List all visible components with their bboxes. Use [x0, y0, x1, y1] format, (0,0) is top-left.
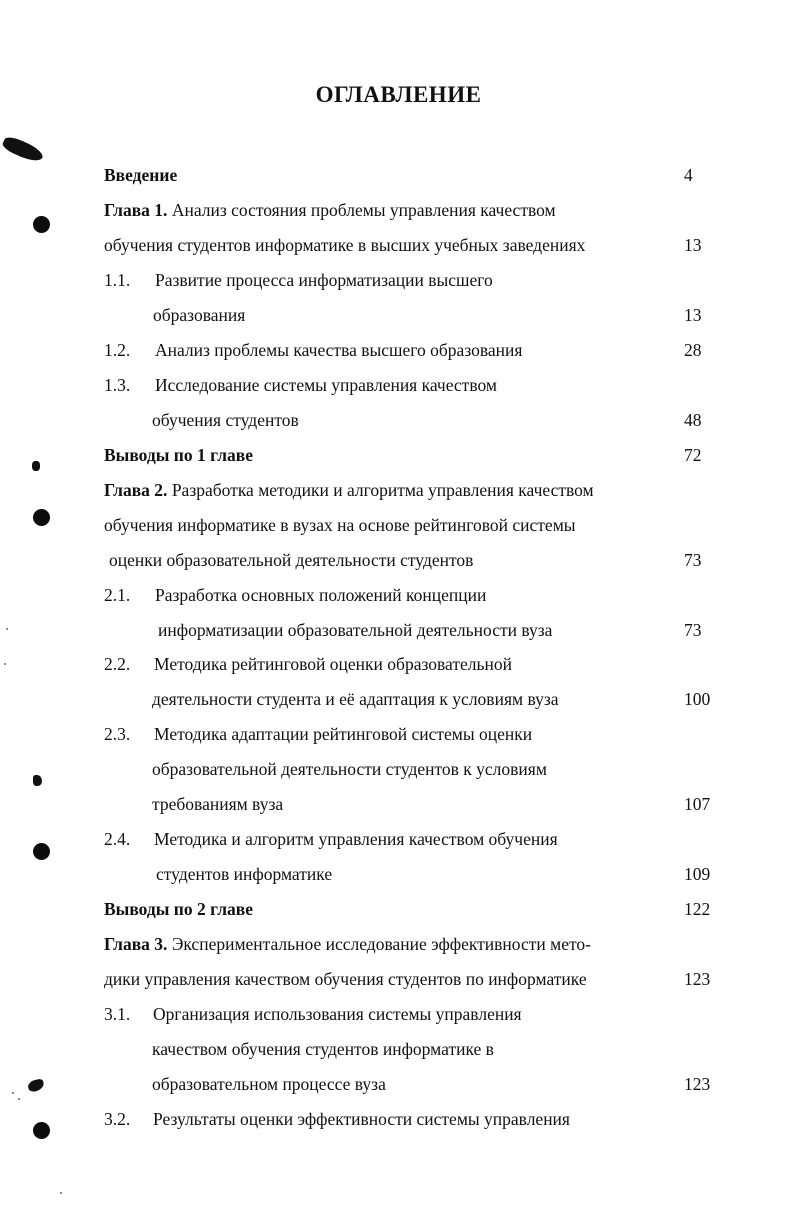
toc-entry-2-3 — [0, 719, 797, 749]
scan-blot — [33, 775, 42, 786]
toc-page: 107 — [684, 794, 711, 814]
toc-entry-1-3 — [0, 370, 797, 400]
toc-title-cont: требованиям вуза — [152, 794, 284, 814]
toc-entry-2-3-cont — [0, 754, 797, 784]
toc-title: Методика рейтинговой оценки образовательной — [154, 654, 512, 674]
toc-page: 48 — [684, 410, 702, 430]
toc-entry-2-4-cont — [0, 859, 797, 889]
toc-entry-chapter-1 — [0, 195, 797, 225]
toc-entry-2-1-cont — [0, 615, 797, 645]
toc-entry-1-3-cont — [0, 405, 797, 435]
toc-chapter-label: Глава 1. — [104, 200, 168, 220]
toc-title: Результаты оценки эффективности системы управления — [153, 1109, 570, 1129]
toc-title-cont: обучения студентов информатике в высших учебных заведениях — [104, 235, 586, 255]
scan-speck — [18, 1098, 20, 1100]
toc-title-cont: информатизации образовательной деятельности вуза — [158, 620, 553, 640]
toc-chapter-label: Глава 2. — [104, 480, 168, 500]
punch-hole — [33, 843, 50, 860]
toc-title: Исследование системы управления качеством — [155, 375, 497, 395]
toc-label: Выводы по 1 главе — [104, 445, 253, 465]
toc-page: 123 — [684, 969, 711, 989]
toc-entry-3-1-cont — [0, 1034, 797, 1064]
toc-title-cont: деятельности студента и её адаптация к условиям вуза — [152, 689, 559, 709]
toc-number: 3.1. — [104, 1004, 131, 1024]
toc-page: 100 — [684, 689, 711, 709]
toc-title-cont: образования — [153, 305, 246, 325]
toc-entry-2-2 — [0, 649, 797, 679]
toc-page: 13 — [684, 235, 702, 255]
toc-entry-conclusions-2 — [0, 894, 797, 924]
toc-entry-1-1 — [0, 265, 797, 295]
toc-page: 109 — [684, 864, 711, 884]
toc-page: 72 — [684, 445, 702, 465]
toc-number: 2.2. — [104, 654, 131, 674]
toc-number: 2.4. — [104, 829, 131, 849]
toc-entry-3-1 — [0, 999, 797, 1029]
toc-entry-chapter-3 — [0, 929, 797, 959]
toc-entry-chapter-2 — [0, 475, 797, 505]
toc-entry-2-4 — [0, 824, 797, 854]
toc-title-cont: обучения информатике в вузах на основе рейтинговой системы — [104, 515, 576, 535]
toc-page: 4 — [684, 165, 693, 185]
punch-hole — [33, 1122, 50, 1139]
toc-page: 13 — [684, 305, 702, 325]
toc-title: Организация использования системы управления — [153, 1004, 522, 1024]
toc-label: Введение — [104, 165, 178, 185]
toc-title: Методика адаптации рейтинговой системы оценки — [154, 724, 533, 744]
punch-hole — [33, 216, 50, 233]
toc-entry-1-2 — [0, 335, 797, 365]
toc-entry-2-1 — [0, 580, 797, 610]
toc-title-cont: образовательном процессе вуза — [152, 1074, 386, 1094]
toc-number: 3.2. — [104, 1109, 131, 1129]
toc-entry-2-3-cont2 — [0, 789, 797, 819]
toc-number: 2.3. — [104, 724, 131, 744]
toc-entry-3-1-cont2 — [0, 1069, 797, 1099]
punch-hole — [33, 509, 50, 526]
toc-title: Методика и алгоритм управления качеством обучения — [154, 829, 558, 849]
toc-chapter-label: Глава 3. — [104, 934, 168, 954]
toc-entry-chapter-2-cont2 — [0, 545, 797, 575]
toc-page: 122 — [684, 899, 711, 919]
toc-entry-2-2-cont — [0, 684, 797, 714]
toc-title: Разработка основных положений концепции — [155, 585, 487, 605]
scan-speck — [6, 628, 8, 630]
toc-title-cont: качеством обучения студентов информатике в — [152, 1039, 494, 1059]
toc-title: Экспериментальное исследование эффективности мето- — [171, 934, 591, 954]
toc-number: 1.1. — [104, 270, 131, 290]
toc-entry-3-2 — [0, 1104, 797, 1134]
toc-page: 123 — [684, 1074, 711, 1094]
toc-title: Разработка методики и алгоритма управления качеством — [171, 480, 594, 500]
toc-entry-1-1-cont — [0, 300, 797, 330]
toc-title: Анализ состояния проблемы управления качеством — [171, 200, 556, 220]
toc-title-cont: образовательной деятельности студентов к условиям — [152, 759, 547, 779]
toc-page: 73 — [684, 620, 702, 640]
toc-title-cont: оценки образовательной деятельности студентов — [109, 550, 474, 570]
page-title: ОГЛАВЛЕНИЕ — [315, 82, 482, 107]
toc-title-cont: дики управления качеством обучения студентов по информатике — [104, 969, 587, 989]
scan-speck — [4, 663, 6, 665]
toc-title-cont: студентов информатике — [156, 864, 333, 884]
toc-label: Выводы по 2 главе — [104, 899, 253, 919]
toc-number: 2.1. — [104, 585, 131, 605]
toc-page: 28 — [684, 340, 702, 360]
toc-number: 1.3. — [104, 375, 131, 395]
scan-blot — [32, 461, 40, 471]
toc-entry-chapter-1-cont — [0, 230, 797, 260]
toc-entry-chapter-3-cont — [0, 964, 797, 994]
toc-entry-conclusions-1 — [0, 440, 797, 470]
toc-number: 1.2. — [104, 340, 131, 360]
scan-speck — [60, 1192, 62, 1194]
toc-title: Анализ проблемы качества высшего образования — [155, 340, 523, 360]
toc-title: Развитие процесса информатизации высшего — [155, 270, 493, 290]
toc-title-cont: обучения студентов — [152, 410, 299, 430]
toc-page: 73 — [684, 550, 702, 570]
scan-speck — [12, 1092, 14, 1094]
toc-entry-chapter-2-cont — [0, 510, 797, 540]
toc-entry-introduction — [0, 160, 797, 190]
